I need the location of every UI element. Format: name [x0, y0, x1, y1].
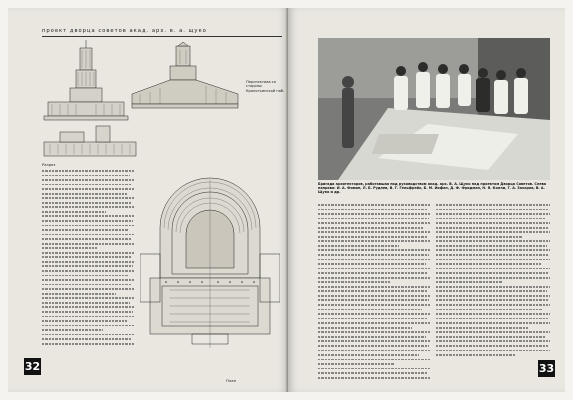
header-rule: [42, 36, 282, 37]
section-label: Разрез: [42, 162, 56, 167]
photo-caption: Бригада архитекторов, работавшая под руководством акад. арх. В. А. Щуко над проектом Дворца Советов. Слева направо: И. А. Фомин, Л. Б. Руднев, В. Г. Гельфрейх, Б. М. Иофан, Д. Ф. Фридман, Н. Я. Колли, Г. А. Захаров, В. А. Щуко и др.: [318, 182, 547, 195]
page-header-title: проект дворца советов акад. арх. в. а. щуко: [42, 28, 207, 34]
perspective-drawing: [126, 42, 244, 112]
right-page: [288, 8, 565, 392]
right-text-column-1: [318, 204, 430, 386]
left-page-number: 32: [24, 360, 41, 373]
right-text-column-2: [436, 204, 550, 364]
plan-label: План: [226, 378, 237, 383]
left-text-column: [42, 170, 134, 352]
tower-elevation-drawing: [42, 40, 130, 122]
right-page-number: 33: [538, 362, 555, 375]
floor-plan-drawing: [140, 158, 280, 354]
architects-photo: [318, 38, 550, 180]
photo-scene: [318, 38, 550, 180]
perspective-caption: Перспектива со стороны Кропоткинской наб.: [246, 80, 285, 93]
left-page: [8, 8, 288, 392]
section-drawing: [42, 124, 138, 160]
